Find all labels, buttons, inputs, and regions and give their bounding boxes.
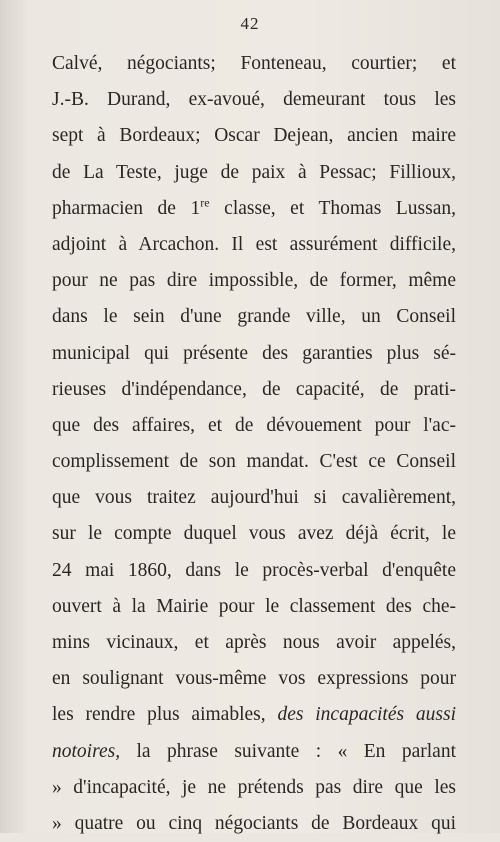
text-segment: pharmacien de 1 — [52, 197, 201, 219]
text-segment: que vous traitez aujourd'hui si cavalièrement, — [52, 487, 456, 509]
text-segment: » d'incapacité, je ne prétends pas dire que les — [52, 776, 456, 798]
text-segment: mins vicinaux, et après nous avoir appelés, — [52, 632, 456, 653]
text-line — [52, 625, 456, 661]
text-line — [52, 770, 456, 806]
page-number: 42 — [240, 14, 260, 33]
text-segment: Calvé, négociants; Fonteneau, courtier; et — [52, 53, 456, 74]
text-line — [52, 661, 456, 697]
text-segment: pour ne pas dire impossible, de former, même — [52, 270, 456, 292]
text-segment: sur le compte duquel vous avez déjà écrit, le — [52, 523, 456, 545]
text-line — [52, 408, 456, 444]
text-segment: en soulignant vous-même vos expressions pour — [52, 668, 456, 690]
text-segment: municipal qui présente des garanties plus sé- — [52, 342, 456, 364]
text-line — [52, 697, 456, 733]
text-segment: rieuses d'indépendance, de capacité, de prati- — [52, 378, 456, 400]
text-line — [52, 46, 456, 82]
text-segment: les rendre plus aimables, — [52, 704, 278, 726]
text-segment: 24 mai 1860, dans le procès-verbal d'enquête — [52, 559, 456, 581]
text-line — [52, 299, 456, 335]
text-line — [52, 263, 456, 299]
text-segment: que des affaires, et de dévouement pour l'ac- — [52, 414, 456, 436]
text-line — [52, 191, 456, 227]
text-line — [52, 444, 456, 480]
text-line — [52, 372, 456, 408]
text-segment: la phrase suivante : « En parlant — [120, 740, 456, 762]
text-line — [52, 553, 456, 589]
text-line — [52, 118, 456, 154]
text-line — [52, 516, 456, 552]
text-line — [52, 589, 456, 625]
text-line — [52, 155, 456, 191]
italic-segment: des incapacités aussi — [277, 704, 456, 726]
italic-segment: notoires, — [52, 740, 121, 762]
text-segment: complissement de son mandat. C'est ce Conseil — [52, 451, 456, 473]
text-line — [52, 82, 456, 118]
text-line — [52, 227, 456, 263]
text-line — [52, 336, 456, 372]
text-segment: adjoint à Arcachon. Il est assurément difficile, — [52, 233, 456, 255]
text-line — [52, 734, 456, 770]
text-line — [52, 806, 456, 842]
text-segment: de La Teste, juge de paix à Pessac; Fillioux, — [52, 161, 456, 183]
body-text — [52, 46, 456, 842]
text-segment: ouvert à la Mairie pour le classement des che- — [52, 595, 456, 617]
text-segment: sept à Bordeaux; Oscar Dejean, ancien maire — [52, 125, 456, 147]
superscript-segment: re — [200, 195, 210, 210]
text-segment: J.-B. Durand, ex-avoué, demeurant tous les — [52, 89, 456, 111]
text-segment: » quatre ou cinq négociants de Bordeaux qui — [52, 812, 456, 834]
text-segment: dans le sein d'une grande ville, un Conseil — [52, 306, 456, 328]
text-segment: classe, et Thomas Lussan, — [209, 197, 456, 219]
text-line — [52, 480, 456, 516]
